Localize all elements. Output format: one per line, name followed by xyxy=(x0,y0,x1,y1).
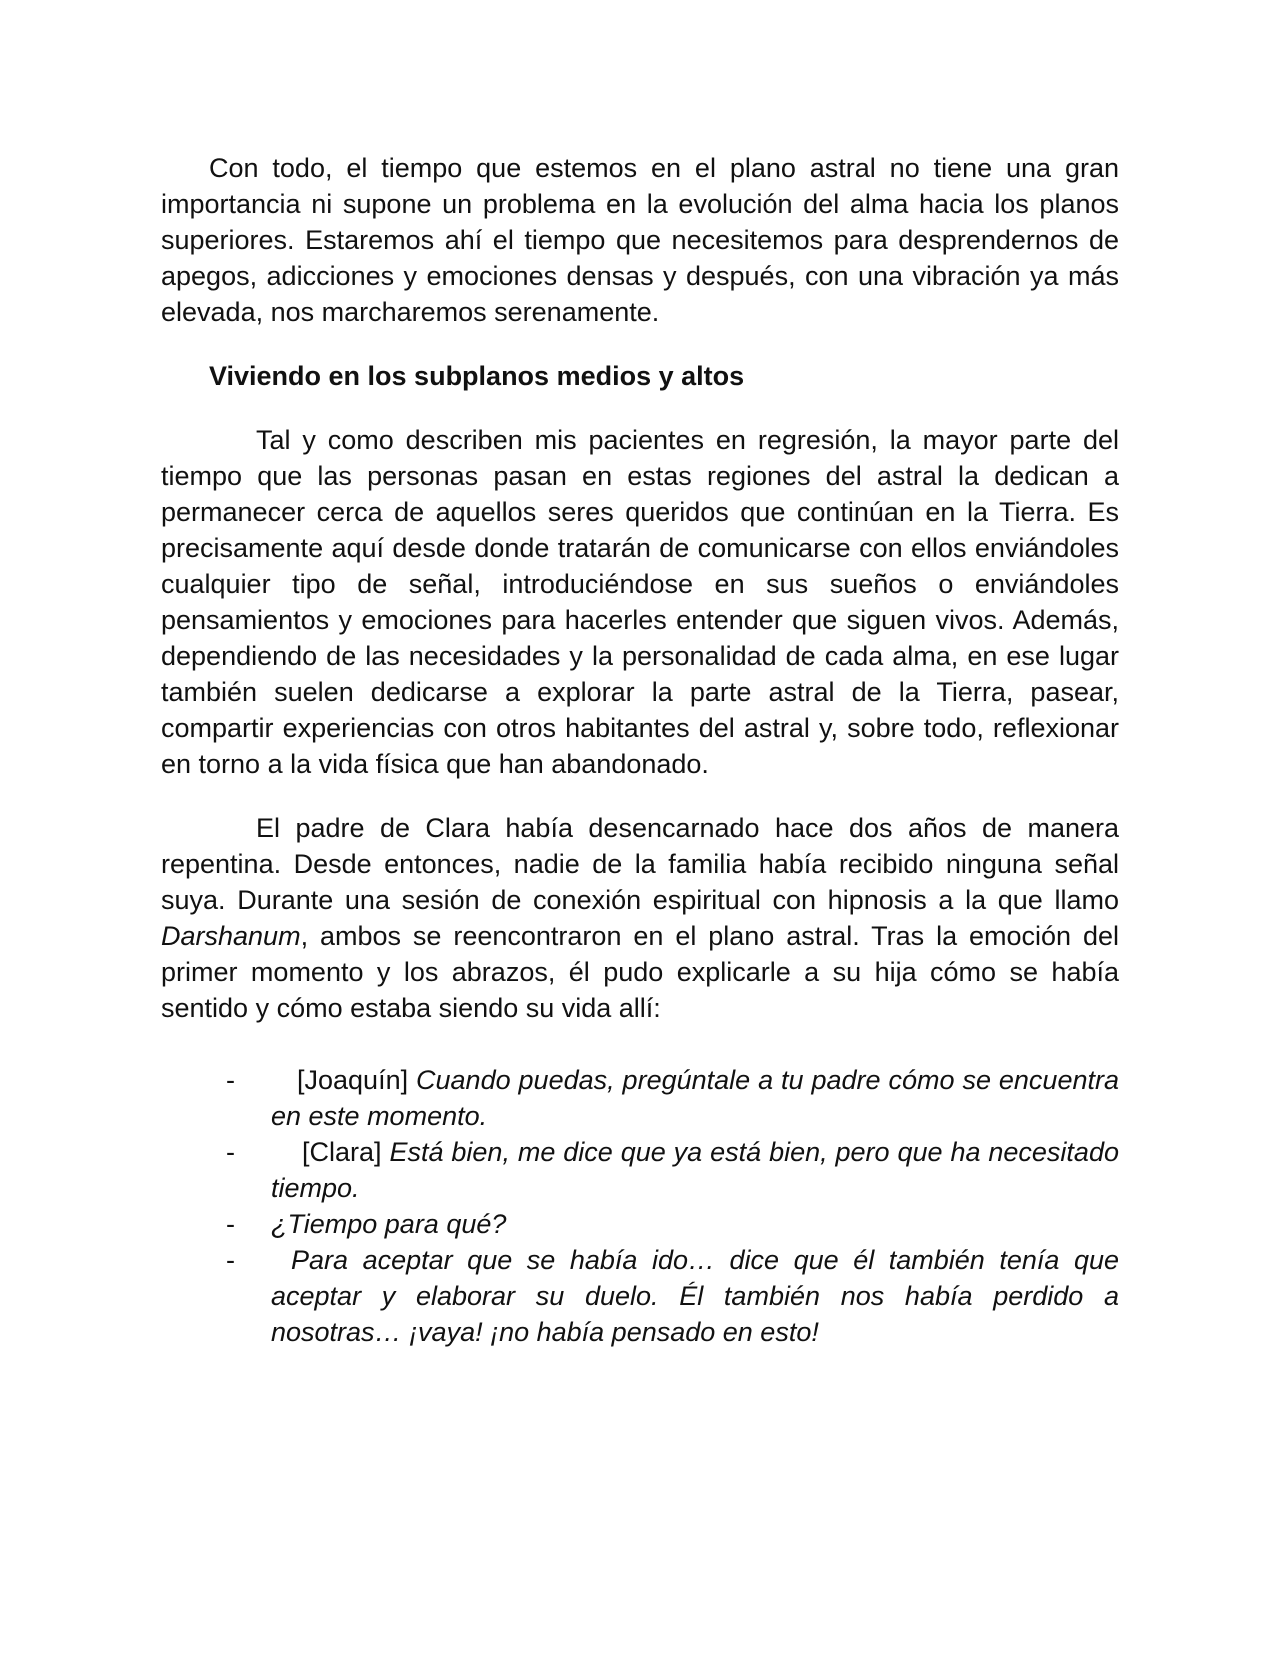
dialogue-item xyxy=(161,1134,1119,1206)
dialogue-list xyxy=(161,1062,1119,1350)
paragraph-clara-story xyxy=(161,810,1119,1026)
dialogue-dash: - xyxy=(226,1065,235,1095)
dialogue-text: ¿Tiempo para qué? xyxy=(271,1209,507,1239)
dialogue-speaker: [Clara] xyxy=(302,1137,382,1167)
section-heading: Viviendo en los subplanos medios y altos xyxy=(209,361,745,391)
document-page xyxy=(161,150,1119,1350)
paragraph-intro: Con todo, el tiempo que estemos en el plano astral no tiene una gran importancia ni supone un problema en la evolución del alma hacia los planos superiores. Estaremos ahí el tiempo que necesitemos para desprendernos de apegos, adicciones y emociones densas y después, con una vibración ya más elevada, nos marcharemos serenamente. xyxy=(161,153,1119,327)
dialogue-item xyxy=(161,1242,1119,1350)
paragraph-clara-text-start: El padre de Clara había desencarnado hace dos años de manera repentina. Desde entonces, nadie de la familia había recibido ninguna señal suya. Durante una sesión de conexión espiritual con hipnosis a la que llamo xyxy=(161,813,1119,915)
dialogue-text: Para aceptar que se había ido… dice que él también tenía que aceptar y elaborar su duelo. Él también nos había perdido a nosotras… ¡vaya! ¡no había pensado en esto! xyxy=(271,1245,1119,1347)
dialogue-dash: - xyxy=(226,1137,235,1167)
dialogue-dash: - xyxy=(226,1209,235,1239)
dialogue-item xyxy=(161,1062,1119,1134)
dialogue-item xyxy=(161,1206,1119,1242)
paragraph-astral-regions: Tal y como describen mis pacientes en regresión, la mayor parte del tiempo que las personas pasan en estas regiones del astral la dedican a permanecer cerca de aquellos seres queridos que continúan en la Tierra. Es precisamente aquí desde donde tratarán de comunicarse con ellos enviándoles cualquier tipo de señal, introduciéndose en sus sueños o enviándoles pensamientos y emociones para hacerles entender que siguen vivos. Además, dependiendo de las necesidades y la personalidad de cada alma, en ese lugar también suelen dedicarse a explorar la parte astral de la Tierra, pasear, compartir experiencias con otros habitantes del astral y, sobre todo, reflexionar en torno a la vida física que han abandonado. xyxy=(161,425,1119,779)
paragraph-clara-text-end: , ambos se reencontraron en el plano astral. Tras la emoción del primer momento y los abrazos, él pudo explicarle a su hija cómo se había sentido y cómo estaba siendo su vida allí: xyxy=(161,921,1119,1023)
dialogue-text: Está bien, me dice que ya está bien, pero que ha necesitado tiempo. xyxy=(271,1137,1119,1203)
dialogue-text: Cuando puedas, pregúntale a tu padre cómo se encuentra en este momento. xyxy=(271,1065,1119,1131)
dialogue-dash: - xyxy=(226,1245,235,1275)
term-darshanum: Darshanum xyxy=(161,921,301,951)
dialogue-speaker: [Joaquín] xyxy=(297,1065,409,1095)
